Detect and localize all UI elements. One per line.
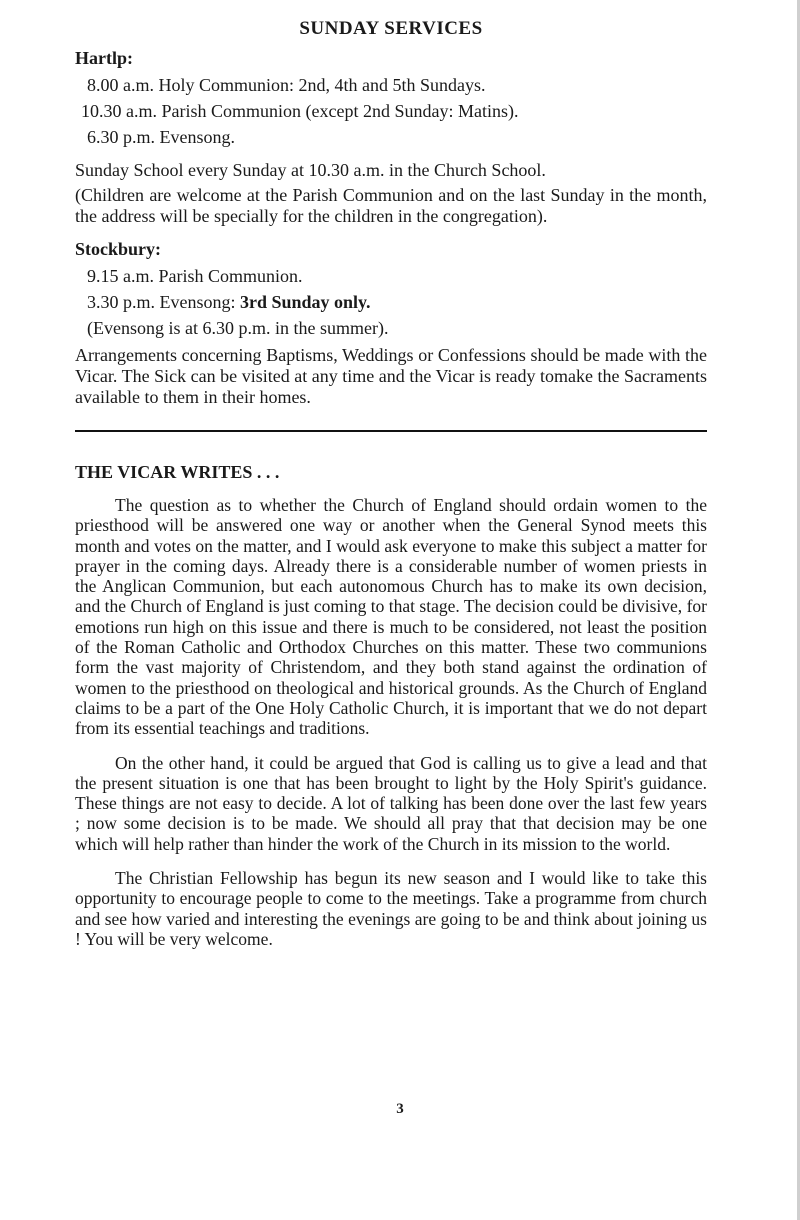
hartlip-heading: Hartlp: xyxy=(75,48,133,68)
hartlip-service-holy-communion: 8.00 a.m. Holy Communion: 2nd, 4th and 5th Sundays. xyxy=(87,75,486,95)
letter-paragraph: The question as to whether the Church of England should ordain women to the priesthood will be answered one way or another when the General Synod meets this month and votes on the matter, and I would ask everyone to make this subject a matter for prayer in the coming days. Already there is a considerable number of women priests in the Anglican Communion, but each autonomous Church has to make its own decision, and the Church of England is just coming to that stage. The decision could be divisive, for emotions run high on this issue and there is much to be considered, not least the position of the Roman Catholic and Orthodox Churches on this matter. These two communions form the vast majority of Christendom, and they both stand against the ordination of women to the priesthood on theological and historical grounds. As the Church of England claims to be a part of the One Holy Catholic Church, it is important that we do not depart from its essential teachings and traditions. xyxy=(75,495,707,739)
sunday-school-note: Sunday School every Sunday at 10.30 a.m. in the Church School. xyxy=(75,160,546,180)
stockbury-service-evensong xyxy=(75,290,707,315)
evensong-time: 3.30 p.m. Evensong: xyxy=(87,292,240,312)
section-divider xyxy=(75,430,707,432)
vicar-writes-section xyxy=(75,462,707,949)
page-title: SUNDAY SERVICES xyxy=(299,18,483,39)
arrangements-note: Arrangements concerning Baptisms, Weddings or Confessions should be made with the Vicar. The Sick can be visited at any time and the Vicar is ready tomake the Sacraments available to them in their homes. xyxy=(75,345,707,407)
page-number: 3 xyxy=(396,1101,404,1117)
letter-paragraph: On the other hand, it could be argued that God is calling us to give a lead and that the present situation is one that has been brought to light by the Holy Spirit's guidance. These things are not easy to decide. A lot of talking has been done over the last few years ; now some decision is to be made. We should all pray that that decision may be one which will help rather than hinder the work of the Church in its mission to the world. xyxy=(75,752,707,854)
vicar-writes-heading: THE VICAR WRITES . . . xyxy=(75,462,280,482)
hartlip-service-evensong: 6.30 p.m. Evensong. xyxy=(87,127,235,147)
evensong-frequency: 3rd Sunday only. xyxy=(240,292,371,312)
stockbury-heading: Stockbury: xyxy=(75,239,162,259)
letter-paragraph: The Christian Fellowship has begun its new season and I would like to take this opportunity to encourage people to come to the meetings. Take a programme from church and see how varied and interesting the evenings are going to be and think about joining us ! You will be very welcome. xyxy=(75,868,707,949)
stockbury-service-parish-communion: 9.15 a.m. Parish Communion. xyxy=(87,266,303,286)
hartlip-service-parish-communion: 10.30 a.m. Parish Communion (except 2nd Sunday: Matins). xyxy=(81,101,519,121)
hartlip-section xyxy=(75,48,707,227)
children-note: (Children are welcome at the Parish Communion and on the last Sunday in the month, the address will be specially for the children in the congregation). xyxy=(75,185,707,226)
page-content xyxy=(75,18,707,963)
stockbury-section xyxy=(75,239,707,408)
summer-evensong-note: (Evensong is at 6.30 p.m. in the summer). xyxy=(87,318,389,338)
